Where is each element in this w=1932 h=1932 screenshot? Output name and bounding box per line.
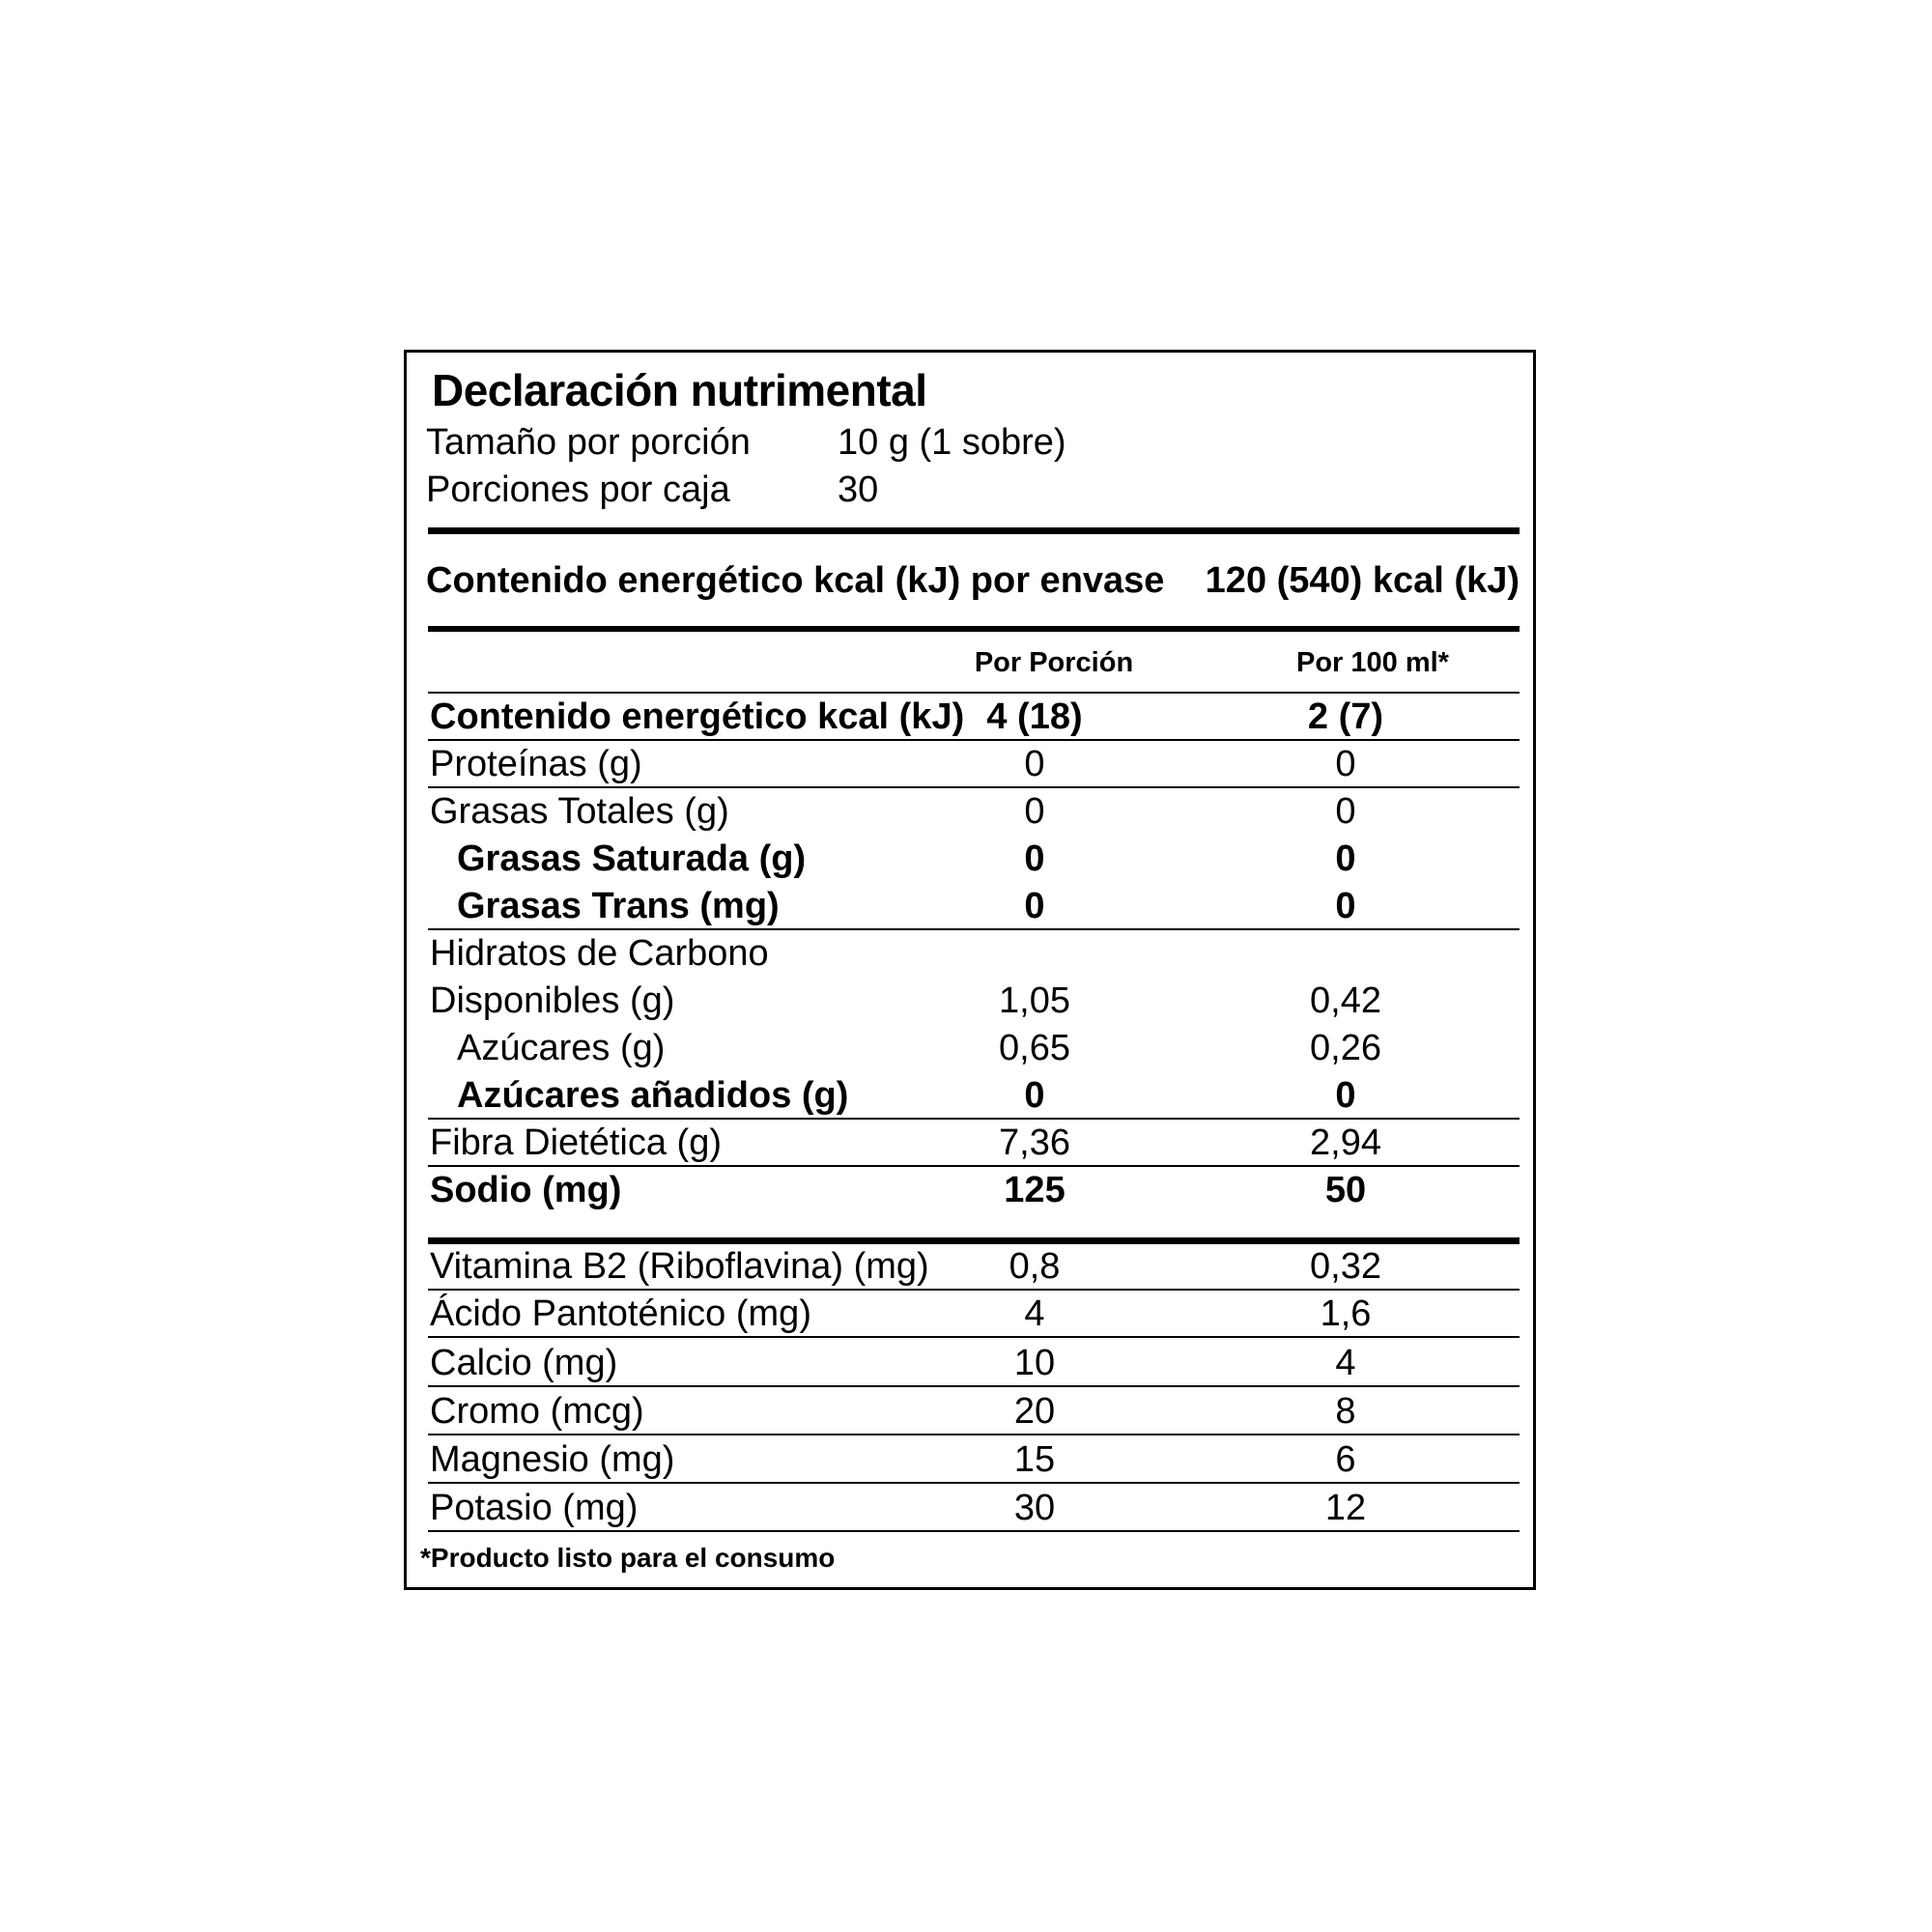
nutrient-row [428,836,1520,883]
label-title: Declaración nutrimental [432,365,927,415]
nutrient-per-serving-value: 4 (18) [986,696,1083,737]
nutrient-name: Sodio (mg) [430,1170,622,1210]
nutrient-row [428,1388,1520,1435]
serving-size-value: 10 g (1 sobre) [838,422,1066,463]
nutrient-per-serving-value: 125 [1004,1170,1065,1210]
nutrient-per-serving-value: 0,8 [1009,1246,1061,1287]
energy-per-package-label: Contenido energético kcal (kJ) por envase [426,560,1165,601]
nutrient-per-serving-value: 0 [1024,886,1045,926]
nutrient-row [428,1167,1520,1214]
nutrient-name: Grasas Saturada (g) [457,838,807,879]
nutrient-name: Disponibles (g) [430,980,675,1021]
nutrient-row [428,978,1520,1025]
nutrient-name: Grasas Trans (mg) [457,886,780,926]
nutrient-row [428,1120,1520,1167]
nutrient-name: Hidratos de Carbono [430,933,769,974]
nutrient-per-serving-value: 0,65 [999,1028,1070,1068]
nutrient-per-serving-value: 0 [1024,791,1045,832]
thick-divider-vitamins [428,1237,1520,1244]
thick-divider-top [428,527,1520,534]
nutrient-name: Potasio (mg) [430,1488,639,1528]
nutrient-row [428,1291,1520,1338]
nutrient-per-100ml-value: 0 [1335,791,1356,832]
nutrient-row [428,930,1520,978]
nutrient-name: Contenido energético kcal (kJ) [430,696,965,737]
nutrient-per-100ml-value: 0 [1335,886,1356,926]
nutrient-per-100ml-value: 0 [1335,744,1356,784]
nutrient-name: Magnesio (mg) [430,1439,675,1480]
nutrient-per-serving-value: 1,05 [999,980,1070,1021]
nutrient-name: Vitamina B2 (Riboflavina) (mg) [430,1246,929,1287]
nutrient-per-100ml-value: 0 [1335,1075,1356,1116]
nutrient-per-100ml-value: 0 [1335,838,1356,879]
nutrient-name: Azúcares (g) [457,1028,666,1068]
nutrient-name: Calcio (mg) [430,1343,618,1383]
nutrient-per-serving-value: 7,36 [999,1122,1070,1163]
column-header-per-100ml: Por 100 ml* [1296,647,1449,678]
nutrient-per-100ml-value: 6 [1335,1439,1356,1480]
nutrient-row [428,1436,1520,1484]
nutrient-per-100ml-value: 12 [1324,1488,1367,1528]
nutrient-per-serving-value: 15 [1013,1439,1056,1480]
nutrient-row [428,1485,1520,1532]
nutrient-per-serving-value: 0 [1024,744,1045,784]
nutrient-name: Fibra Dietética (g) [430,1122,722,1163]
nutrient-row [428,883,1520,930]
nutrient-row [428,741,1520,788]
nutrient-per-serving-value: 0 [1024,838,1045,879]
nutrient-per-100ml-value: 0,42 [1310,980,1381,1021]
nutrient-row [428,1340,1520,1387]
servings-per-box-label: Porciones por caja [426,469,730,510]
nutrient-name: Ácido Pantoténico (mg) [430,1293,811,1334]
footnote: *Producto listo para el consumo [420,1543,836,1573]
nutrient-per-serving-value: 20 [1013,1391,1056,1432]
nutrient-per-serving-value: 10 [1013,1343,1056,1383]
nutrient-per-100ml-value: 8 [1335,1391,1356,1432]
nutrient-per-100ml-value: 0,26 [1310,1028,1381,1068]
nutrient-row [428,694,1520,741]
nutrient-name: Grasas Totales (g) [430,791,729,832]
nutrient-name: Cromo (mcg) [430,1391,644,1432]
nutrient-per-100ml-value: 2 (7) [1307,696,1384,737]
serving-size-label: Tamaño por porción [426,422,751,463]
nutrient-row [428,1243,1520,1291]
nutrient-per-100ml-value: 2,94 [1310,1122,1381,1163]
nutrient-name: Azúcares añadidos (g) [457,1075,849,1116]
nutrient-per-100ml-value: 4 [1335,1343,1356,1383]
nutrient-per-100ml-value: 1,6 [1320,1293,1372,1334]
nutrient-name: Proteínas (g) [430,744,642,784]
nutrition-label [404,350,1536,1590]
thick-divider-middle [428,626,1520,632]
nutrient-row [428,1072,1520,1120]
nutrient-row [428,788,1520,836]
nutrient-per-100ml-value: 50 [1324,1170,1367,1210]
servings-per-box-value: 30 [838,469,879,510]
energy-per-package-value: 120 (540) kcal (kJ) [1205,560,1520,601]
nutrient-per-serving-value: 0 [1024,1075,1045,1116]
column-header-per-serving: Por Porción [974,647,1134,678]
nutrient-per-serving-value: 4 [1024,1293,1045,1334]
nutrient-per-100ml-value: 0,32 [1310,1246,1381,1287]
nutrient-per-serving-value: 30 [1013,1488,1056,1528]
nutrient-row [428,1025,1520,1072]
